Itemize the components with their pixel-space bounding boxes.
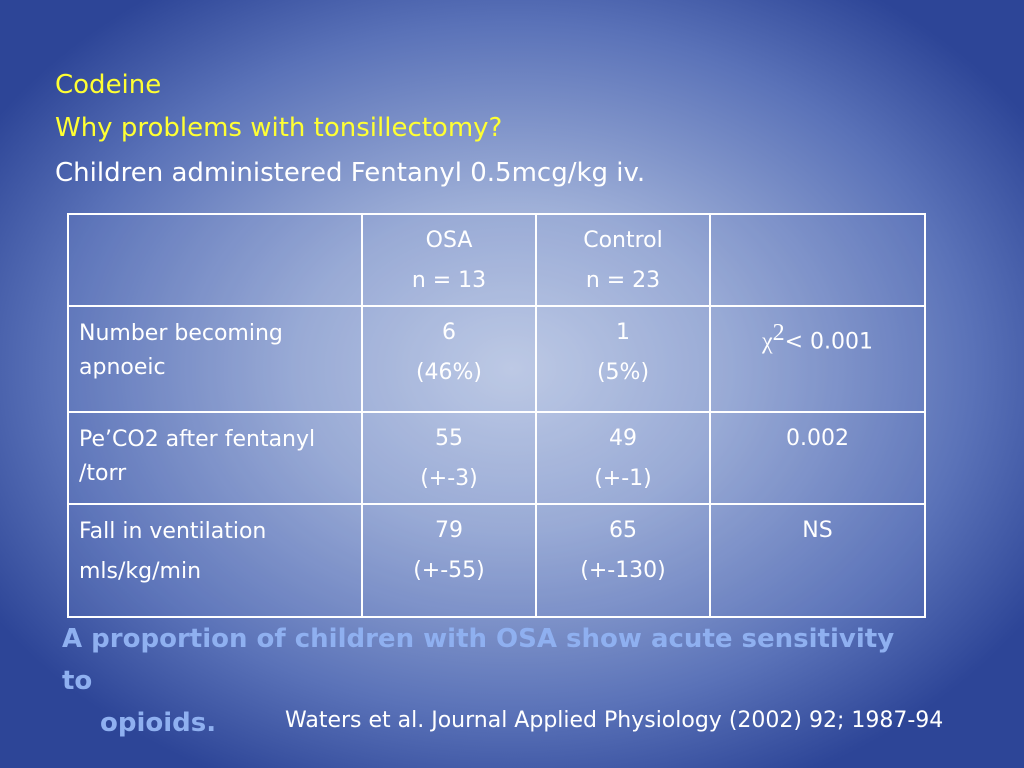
row-ventilation-osa-sd: (+-55) <box>413 558 485 583</box>
conclusion-line-1: A proportion of children with OSA show acute sensitivity to <box>62 624 895 696</box>
row-ventilation-control-sd: (+-130) <box>580 558 666 583</box>
row-ventilation-osa <box>362 504 536 617</box>
header-empty-cell <box>68 214 362 306</box>
chi-value: < 0.001 <box>784 329 874 355</box>
chi-superscript: 2 <box>772 320 785 346</box>
row-apnoeic-control <box>536 306 710 412</box>
header-control-n: n = 23 <box>585 268 661 293</box>
citation: Waters et al. Journal Applied Physiology (2002) 92; 1987-94 <box>285 708 944 733</box>
header-stat-cell <box>710 214 925 306</box>
chi-symbol: χ <box>761 328 773 355</box>
row-peco2-osa-sd: (+-3) <box>420 466 478 491</box>
table-row <box>68 504 925 617</box>
header-control-cell <box>536 214 710 306</box>
row-label-ventilation <box>68 504 362 617</box>
table-row <box>68 412 925 504</box>
results-table <box>67 213 926 618</box>
header-control-label: Control <box>583 228 663 253</box>
row-peco2-control <box>536 412 710 504</box>
row-peco2-osa-value: 55 <box>435 426 463 451</box>
row-label-apnoeic: Number becoming apnoeic <box>68 306 362 412</box>
row-ventilation-label-1: Fall in ventilation <box>79 519 267 544</box>
row-ventilation-control-value: 65 <box>609 518 637 543</box>
row-apnoeic-osa-value: 6 <box>442 320 456 345</box>
row-peco2-osa <box>362 412 536 504</box>
row-label-peco2: Pe’CO2 after fentanyl /torr <box>68 412 362 504</box>
row-peco2-stat: 0.002 <box>710 412 925 504</box>
slide-heading-question: Why problems with tonsillectomy? <box>55 113 503 143</box>
table-row <box>68 306 925 412</box>
row-ventilation-osa-value: 79 <box>435 518 463 543</box>
row-ventilation-stat: NS <box>710 504 925 617</box>
header-osa-cell <box>362 214 536 306</box>
row-apnoeic-control-pct: (5%) <box>596 360 650 385</box>
row-apnoeic-osa-pct: (46%) <box>415 360 483 385</box>
row-apnoeic-control-value: 1 <box>616 320 630 345</box>
row-apnoeic-stat <box>710 306 925 412</box>
header-osa-n: n = 13 <box>411 268 487 293</box>
row-peco2-control-sd: (+-1) <box>594 466 652 491</box>
slide-heading-codeine: Codeine <box>55 70 162 100</box>
conclusion-line-2: opioids. <box>100 708 217 738</box>
slide-subheading: Children administered Fentanyl 0.5mcg/kg iv. <box>55 158 646 188</box>
row-ventilation-control <box>536 504 710 617</box>
header-osa-label: OSA <box>425 228 473 253</box>
table-header-row <box>68 214 925 306</box>
row-ventilation-label-2: mls/kg/min <box>79 559 202 584</box>
row-apnoeic-osa <box>362 306 536 412</box>
row-peco2-control-value: 49 <box>609 426 637 451</box>
